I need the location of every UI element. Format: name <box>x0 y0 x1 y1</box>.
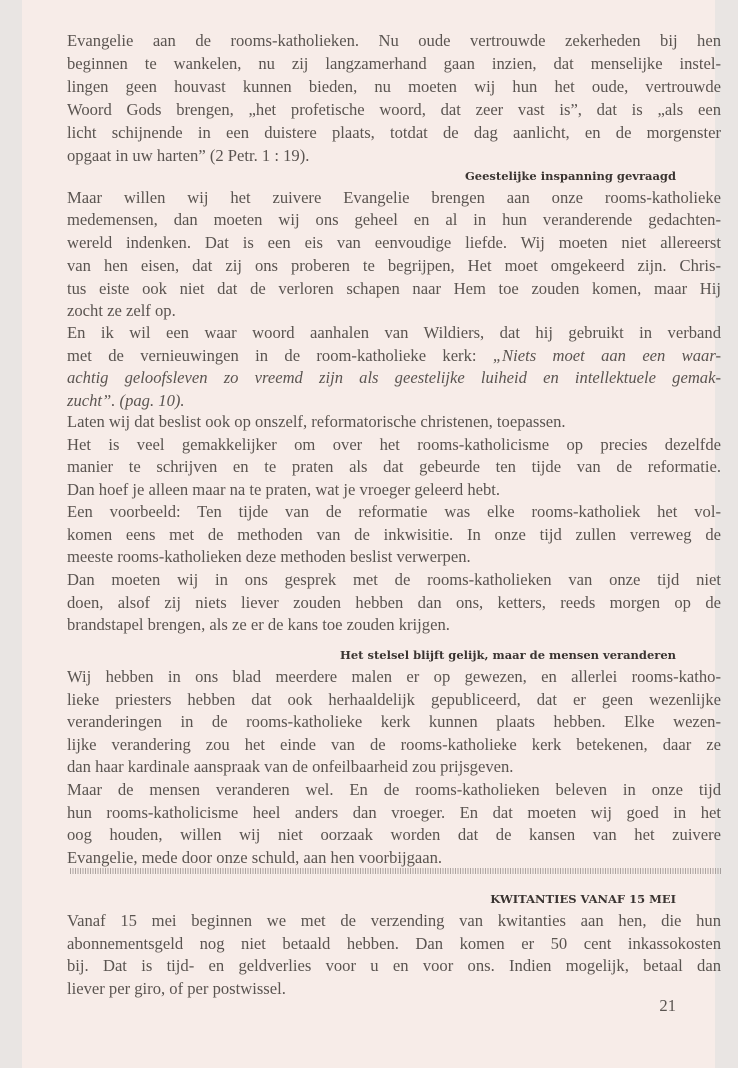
line-text: En ik wil een waar woord aanhalen van Wildiers, dat hij gebruikt in verband <box>67 323 721 342</box>
text-line <box>67 756 721 778</box>
text-line <box>67 592 721 614</box>
text-line <box>67 734 721 756</box>
text-line <box>67 614 721 636</box>
line-text: lingen geen houvast kunnen bieden, nu moeten wij hun het oude, vertrouwde <box>67 77 721 96</box>
line-text: Laten wij dat beslist ook op onszelf, reformatorische christenen, toepassen. <box>67 412 566 431</box>
line-text: meeste rooms-katholieken deze methoden beslist verwerpen. <box>67 547 471 566</box>
text-line <box>67 300 721 322</box>
line-text: zocht ze zelf op. <box>67 301 176 320</box>
section-heading: Het stelsel blijft gelijk, maar de mensen veranderen <box>339 648 676 662</box>
text-line <box>67 232 721 254</box>
text-line <box>67 711 721 733</box>
line-text: veranderingen in de rooms-katholieke kerk kunnen plaats hebben. Elke wezen- <box>67 712 721 731</box>
text-line <box>67 345 721 367</box>
text-line <box>67 122 721 144</box>
text-line <box>67 546 721 568</box>
line-text: abonnementsgeld nog niet betaald hebben. Dan komen er 50 cent inkassokosten <box>67 934 721 953</box>
text-line <box>67 802 721 824</box>
line-text: medemensen, dan moeten wij ons geheel en al in hun veranderende gedachten- <box>67 210 721 229</box>
line-text: lijke verandering zou het einde van de rooms-katholieke kerk betekenen, daar ze <box>67 735 721 754</box>
line-text: Woord Gods brengen, „het profetische woord, dat zeer vast is”, dat is „als een <box>67 100 721 119</box>
text-line <box>67 145 721 167</box>
text-line <box>67 53 721 75</box>
line-text: beginnen te wankelen, nu zij langzamerhand gaan inzien, dat menselijke instel- <box>67 54 721 73</box>
line-text: hun rooms-katholicisme heel anders dan vroeger. En dat moeten wij goed in het <box>67 803 721 822</box>
text-line <box>67 99 721 121</box>
quote-italic-text: achtig geloofsleven zo vreemd zijn als geestelijke luiheid en intellektuele gemak- <box>67 368 721 387</box>
line-text: Dan hoef je alleen maar na te praten, wat je vroeger geleerd hebt. <box>67 480 501 499</box>
line-text: liever per giro, of per postwissel. <box>67 979 286 998</box>
text-line <box>67 910 721 932</box>
text-line <box>67 30 721 52</box>
line-text: Wij hebben in ons blad meerdere malen er op gewezen, en allerlei rooms-katho- <box>67 667 721 686</box>
line-text: Evangelie, mede door onze schuld, aan hen voorbijgaan. <box>67 848 443 867</box>
text-line <box>67 847 721 869</box>
line-text: Maar de mensen veranderen wel. En de rooms-katholieken beleven in onze tijd <box>67 780 721 799</box>
line-text: doen, alsof zij niets liever zouden hebben dan ons, ketters, reeds morgen op de <box>67 593 721 612</box>
line-text: tus eiste ook niet dat de verloren schapen naar Hem toe zouden komen, maar Hij <box>67 279 721 298</box>
line-text: Maar willen wij het zuivere Evangelie brengen aan onze rooms-katholieke <box>67 188 721 207</box>
line-text: brandstapel brengen, als ze er de kans toe zouden krijgen. <box>67 615 450 634</box>
text-line <box>67 209 721 231</box>
quote-italic-text: zucht”. (pag. 10). <box>67 391 185 410</box>
text-line <box>67 824 721 846</box>
line-text: wereld indenken. Dat is een eis van eenvoudige liefde. Wij moeten niet allereerst <box>67 233 721 252</box>
line-text: dan haar kardinale aanspraak van de onfeilbaarheid zou prijsgeven. <box>67 757 514 776</box>
text-line <box>67 689 721 711</box>
section-heading: KWITANTIES VANAF 15 MEI <box>490 892 676 906</box>
text-line <box>67 978 721 1000</box>
text-line <box>67 322 721 344</box>
line-text: Een voorbeeld: Ten tijde van de reformatie was elke rooms-katholiek het vol- <box>67 502 721 521</box>
wavy-divider <box>70 868 722 874</box>
text-line <box>67 187 721 209</box>
text-line <box>67 955 721 977</box>
text-line <box>67 411 721 433</box>
text-line <box>67 278 721 300</box>
text-line <box>67 479 721 501</box>
text-line <box>67 390 721 412</box>
line-text: opgaat in uw harten” (2 Petr. 1 : 19). <box>67 146 310 165</box>
text-line <box>67 456 721 478</box>
line-text: oog houden, willen wij niet oorzaak worden dat de kansen van het zuivere <box>67 825 721 844</box>
text-line <box>67 569 721 591</box>
line-text: Vanaf 15 mei beginnen we met de verzending van kwitanties aan hen, die hun <box>67 911 721 930</box>
line-text: Dan moeten wij in ons gesprek met de rooms-katholieken van onze tijd niet <box>67 570 721 589</box>
line-text: van hen eisen, dat zij ons proberen te begrijpen, Het moet omgekeerd zijn. Chris- <box>67 256 721 275</box>
document-page <box>22 0 721 1068</box>
text-line <box>67 779 721 801</box>
line-text: Het is veel gemakkelijker om over het rooms-katholicisme op precies dezelfde <box>67 435 721 454</box>
text-line <box>67 933 721 955</box>
line-text: bij. Dat is tijd- en geldverlies voor u en voor ons. Indien mogelijk, betaal dan <box>67 956 721 975</box>
line-text: Evangelie aan de rooms-katholieken. Nu oude vertrouwde zekerheden bij hen <box>67 31 721 50</box>
text-line <box>67 76 721 98</box>
text-line <box>67 501 721 523</box>
text-line <box>67 524 721 546</box>
text-line <box>67 255 721 277</box>
line-text: licht schijnende in een duistere plaats, totdat de dag aanlicht, en de morgenster <box>67 123 721 142</box>
section-heading: Geestelijke inspanning gevraagd <box>464 169 676 183</box>
line-text: komen eens met de methoden van de inkwisitie. In onze tijd zullen verreweg de <box>67 525 721 544</box>
quote-italic-text: „Niets moet aan een waar- <box>492 346 721 365</box>
line-text: met de vernieuwingen in de room-katholieke kerk: <box>67 346 493 365</box>
page-number: 21 <box>659 996 676 1015</box>
text-line <box>67 434 721 456</box>
line-text: lieke priesters hebben dat ook herhaaldelijk gepubliceerd, dat er geen wezenlijke <box>67 690 721 709</box>
text-line <box>67 367 721 389</box>
line-text: manier te schrijven en te praten als dat gebeurde ten tijde van de reformatie. <box>67 457 721 476</box>
text-line <box>67 666 721 688</box>
